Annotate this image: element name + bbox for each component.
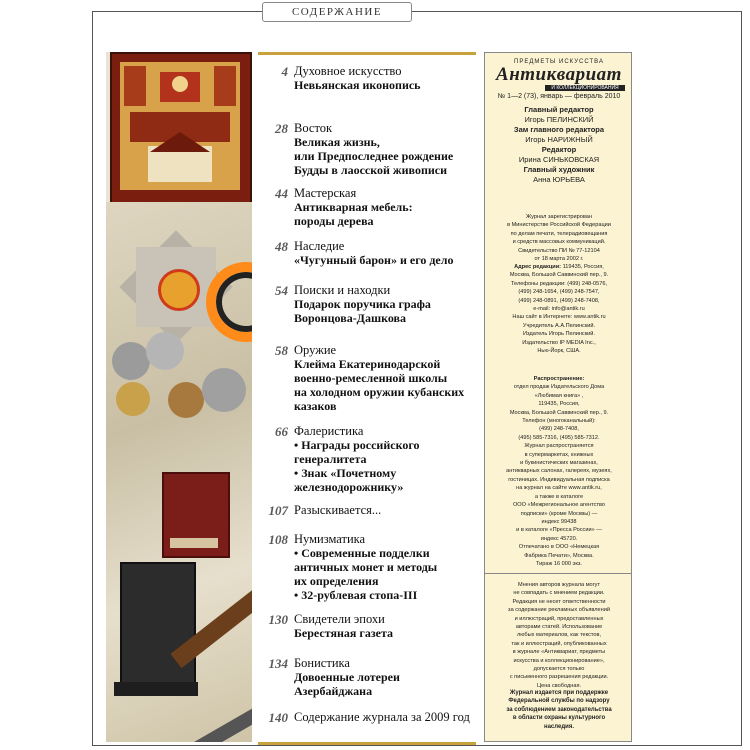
distribution-block: [493, 375, 625, 568]
toc-title: «Чугунный барон» и его дело: [294, 253, 454, 267]
support-text: Журнал издается при поддержке Федеральной службы по надзору за соблюдением законодательства в области охраны культурного наследия.: [506, 690, 612, 730]
toc-section: Наследие: [294, 239, 345, 253]
toc-title: Берестяная газета: [294, 626, 394, 640]
toc-section: Содержание журнала за 2009 год: [294, 710, 470, 724]
issue-number: № 1—2 (73), январь — февраль 2010: [497, 93, 621, 100]
toc-text: [294, 532, 478, 602]
disclaimer-text: Мнения авторов журнала могут не совпадать с мнением редакции. Редакция не несет ответственности за содержание рекламных объявлений и иллюстраций, предоставленных авторами статей. Использование любых материалов, как текстов, так и иллюстраций, опубликованных в журнале «Антиквариат, предметы искусства и коллекционирование», допускается только с письменного разрешения редакции. Цена свободная.: [508, 582, 610, 689]
toc-title: Подарок поручика графа Воронцова-Дашкова: [294, 297, 431, 325]
toc-text: [294, 239, 478, 267]
toc-page-number: 130: [268, 612, 288, 627]
toc-section: Оружие: [294, 343, 337, 357]
toc-page-number: 4: [281, 64, 288, 79]
toc-section: Мастерская: [294, 186, 357, 200]
illustration-collage: [106, 52, 252, 742]
address-block: [493, 263, 625, 355]
cast-iron-base: [114, 682, 198, 696]
toc-text: [294, 343, 478, 413]
editorial-staff: [491, 105, 627, 185]
toc-title: Антикварная мебель: породы дерева: [294, 200, 413, 228]
toc-text: [294, 503, 478, 517]
icon-scene: [120, 62, 240, 190]
toc-text: [294, 710, 478, 724]
cast-iron-object-icon: [120, 562, 196, 686]
toc-section: Нумизматика: [294, 532, 366, 546]
coin-icon: [168, 382, 204, 418]
coin-icon: [146, 332, 184, 370]
staff-role: Зам главного редактора: [513, 125, 605, 134]
toc-text: [294, 656, 478, 698]
panel-divider: [485, 573, 631, 574]
toc-page-number: 107: [268, 503, 288, 518]
toc-title: Клейма Екатеринодарской военно-ремесленной школы на холодном оружии кубанских казаков: [294, 357, 465, 413]
toc-page-number: 28: [275, 121, 288, 136]
section-header: СОДЕРЖАНИЕ: [262, 2, 412, 22]
logo-top-text: ПРЕДМЕТЫ ИСКУССТВА: [514, 59, 604, 65]
toc-text: [294, 64, 478, 92]
staff-name: Анна ЮРЬЕВА: [533, 175, 585, 184]
logo-subtitle: И КОЛЛЕКЦИОНИРОВАНИЯ: [551, 85, 619, 91]
toc-title: • Награды российского генералитета • Знак «Почетному железнодорожнику»: [294, 438, 420, 494]
toc-text: [294, 121, 478, 177]
toc-text: [294, 612, 478, 640]
toc-title: Невьянская иконопись: [294, 78, 421, 92]
toc-title: Великая жизнь, или Предпоследнее рождение Будды в лаосской живописи: [294, 135, 454, 177]
imprint-panel: [484, 52, 632, 742]
staff-name: Игорь НАРИЖНЫЙ: [525, 135, 593, 144]
toc-page-number: 54: [275, 283, 288, 298]
coin-icon: [116, 382, 150, 416]
address-title: Адрес редакции:: [514, 264, 562, 270]
order-center-icon: [158, 269, 200, 311]
address-text: 119435, Россия, Москва, Большой Саввинский пер., 9. Телефоны редакции: (499) 248-0576, (499) 248-1654, (499) 248-7547, (499) 248-0891, (499) 248-7408, e-mail: info@antik.ru Наш сайт в Интернете: www.antik.ru Учредитель А.А.Пелинский. Издатель Игорь Пелинский. Издательство IP MEDIA Inc., Нью-Йорк, США.: [509, 264, 609, 355]
toc-page-number: 58: [275, 343, 288, 358]
toc-section: Поиски и находки: [294, 283, 391, 297]
staff-role: Редактор: [541, 145, 577, 154]
registration-text: Журнал зарегистрирован в Министерстве Российской Федерации по делам печати, телерадиовещания и средств массовых коммуникаций. Свидетельство ПИ № 77-12104 от 18 марта 2002 г.: [507, 214, 611, 263]
toc-page-number: 44: [275, 186, 288, 201]
toc-section: Бонистика: [294, 656, 350, 670]
coin-icon: [202, 368, 246, 412]
toc-text: [294, 424, 478, 494]
toc-title: • Современные подделки античных монет и методы их определения • 32-рублевая стопа-III: [294, 546, 438, 602]
toc-text: [294, 283, 478, 325]
toc-page-number: 140: [268, 710, 288, 725]
toc-page-number: 66: [275, 424, 288, 439]
toc-section: Духовное искусство: [294, 64, 402, 78]
icon-painting-panel: [120, 62, 240, 190]
gold-rule-bottom: [258, 742, 476, 745]
staff-name: Игорь ПЕЛИНСКИЙ: [524, 115, 594, 124]
distribution-text: отдел продаж Издательского Дома «Любимая книга» , 119435, Россия, Москва, Большой Саввинский пер., 9. Телефон (многоканальный): (499) 248-7408, (495) 585-7316, (495) 585-7312. Журнал распространяется в супермаркетах, книжных и букинистических магазинах, антикварных салонах, галереях, музеях, гостиницах. Индивидуальная подписка на журнал на сайте www.antik.ru, а также в каталоге ООО «Межрегиональное агентство подписки» (кроме Москвы) — индекс 99438 и в каталоге «Пресса России» — индекс 45720. Отпечатано в ООО «Немецкая Фабрика Печати», Москва. Тираж 16 000 экз.: [506, 384, 612, 567]
toc-section: Разыскивается...: [294, 503, 382, 517]
toc-title: Довоенные лотереи Азербайджана: [294, 670, 400, 698]
staff-name: Ирина СИНЬКОВСКАЯ: [518, 155, 600, 164]
staff-role: Главный художник: [523, 165, 595, 174]
gold-rule-top: [258, 52, 476, 55]
toc-section: Фалеристика: [294, 424, 364, 438]
toc-section: Свидетели эпохи: [294, 612, 385, 626]
toc-page-number: 48: [275, 239, 288, 254]
toc-text: [294, 186, 478, 228]
distribution-title: Распространение:: [533, 376, 585, 382]
toc-page-number: 134: [268, 656, 288, 671]
icon-painting: [110, 52, 252, 204]
toc-section: Восток: [294, 121, 333, 135]
coin-icon: [112, 342, 150, 380]
magazine-logo: Антиквариат: [496, 64, 622, 85]
book-plate: [170, 538, 218, 548]
staff-role: Главный редактор: [524, 105, 594, 114]
toc-page-number: 108: [268, 532, 288, 547]
